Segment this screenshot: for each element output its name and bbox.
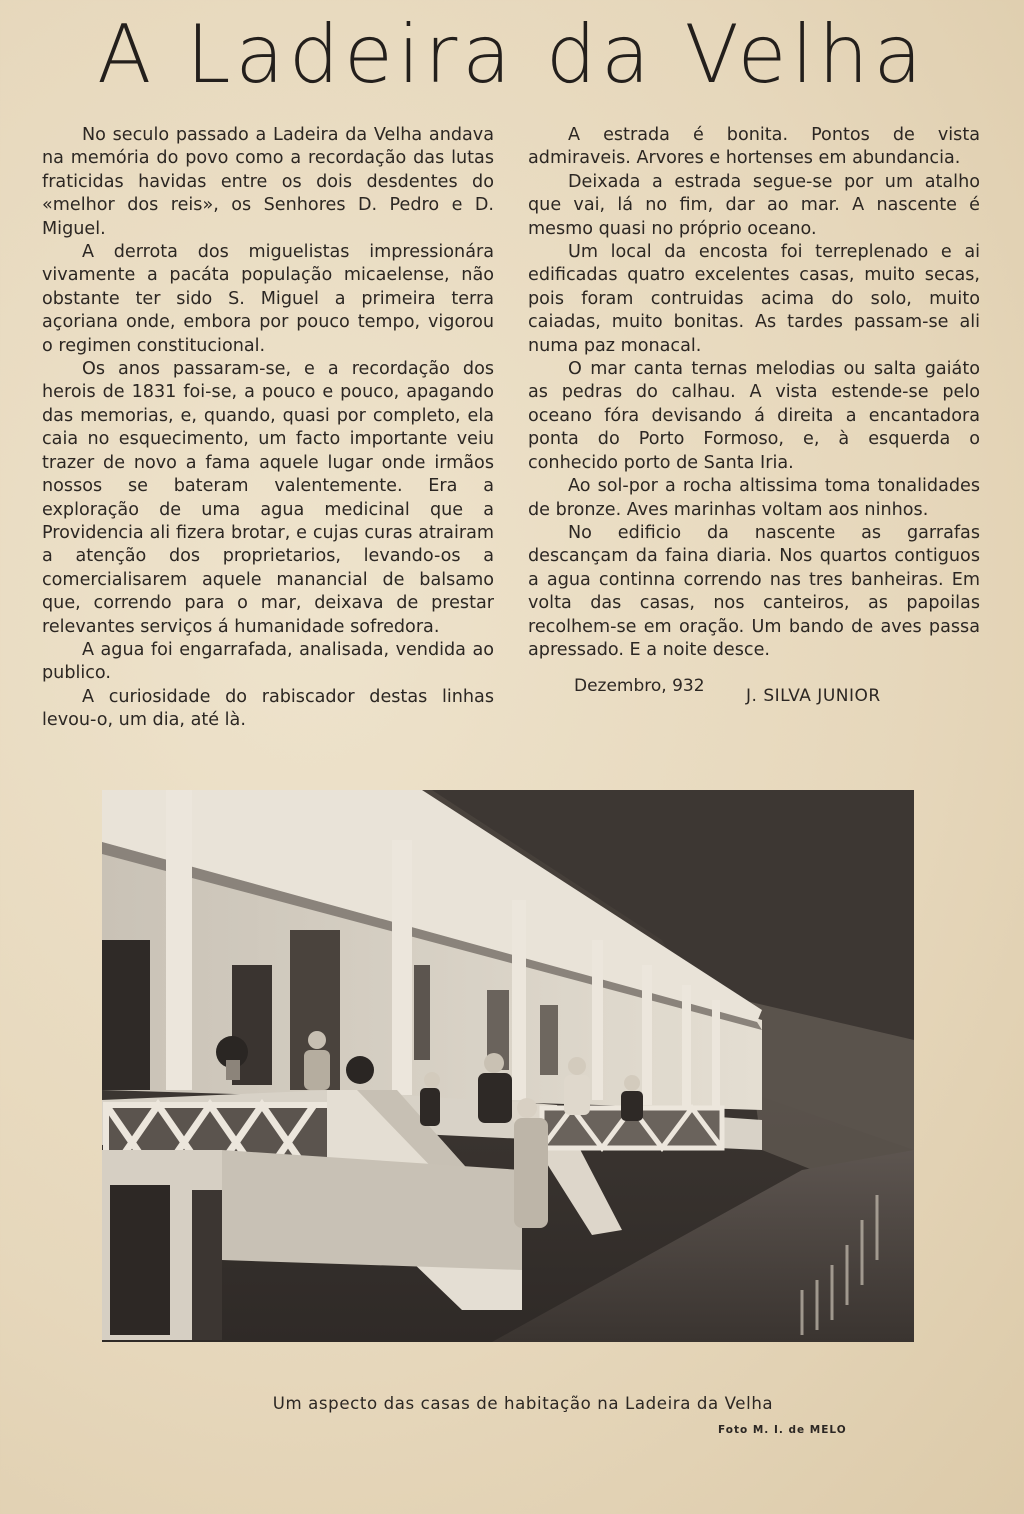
article-title: A Ladeira da Velha	[97, 8, 927, 101]
left-text-column	[42, 124, 494, 733]
right-text-column	[528, 124, 980, 662]
house-photograph	[102, 790, 914, 1342]
photo-caption: Um aspecto das casas de habitação na Ladeira da Velha	[272, 1394, 774, 1413]
photo-credit: Foto M. I. de MELO	[718, 1424, 847, 1436]
author-signature: J. SILVA JUNIOR	[746, 686, 881, 706]
paragraph: O mar canta ternas melodias ou salta gaiáto as pedras do calhau. A vista estende-se pelo oceano fóra devisando á direita a encantadora ponta do Porto Formoso, e, à esquerda o conhecido porto de Santa Iria.	[528, 359, 980, 473]
paragraph: Ao sol-por a rocha altissima toma tonalidades de bronze. Aves marinhas voltam aos ninhos.	[528, 476, 980, 520]
paragraph: No seculo passado a Ladeira da Velha andava na memória do povo como a recordação das lutas fraticidas havidas entre os dois desdentes do «melhor dos reis», os Senhores D. Pedro e D. Miguel.	[42, 125, 494, 239]
paragraph: Os anos passaram-se, e a recordação dos herois de 1831 foi-se, a pouco e pouco, apagando das memorias, e, quando, quasi por completo, ela caia no esquecimento, um facto importante veiu trazer de novo a fama aquele lugar onde irmãos nossos se bateram valentemente. Era a exploração de uma agua medicinal que a Providencia ali fizera brotar, e cujas curas atrairam a atenção dos proprietarios, levando-os a comercialisarem aquele manancial de balsamo que, correndo para o mar, deixava de prestar relevantes serviços á humanidade sofredora.	[42, 359, 494, 637]
dateline: Dezembro, 932	[574, 676, 705, 696]
paragraph: Um local da encosta foi terreplenado e ai edificadas quatro excelentes casas, muito secas, pois foram contruidas acima do solo, muito caiadas, muito bonitas. As tardes passam-se ali numa paz monacal.	[528, 242, 980, 356]
paragraph: No edificio da nascente as garrafas descançam da faina diaria. Nos quartos contiguos a agua continna correndo nas tres banheiras. Em volta das casas, nos canteiros, as papoilas recolhem-se em oração. Um bando de aves passa apressado. E a noite desce.	[528, 522, 980, 660]
paragraph: A derrota dos miguelistas impressionára vivamente a pacáta população micaelense, não obstante ter sido S. Miguel a primeira terra açoriana onde, embora por pouco tempo, vigorou o regimen constitucional.	[42, 242, 494, 356]
paragraph: A estrada é bonita. Pontos de vista admiraveis. Arvores e hortenses em abundancia.	[528, 125, 980, 169]
paragraph: A curiosidade do rabiscador destas linhas levou-o, um dia, até là.	[42, 686, 494, 731]
paragraph: A agua foi engarrafada, analisada, vendida ao publico.	[42, 639, 494, 684]
paragraph: Deixada a estrada segue-se por um atalho que vai, lá no fim, dar ao mar. A nascente é mesmo quasi no próprio oceano.	[528, 171, 980, 239]
